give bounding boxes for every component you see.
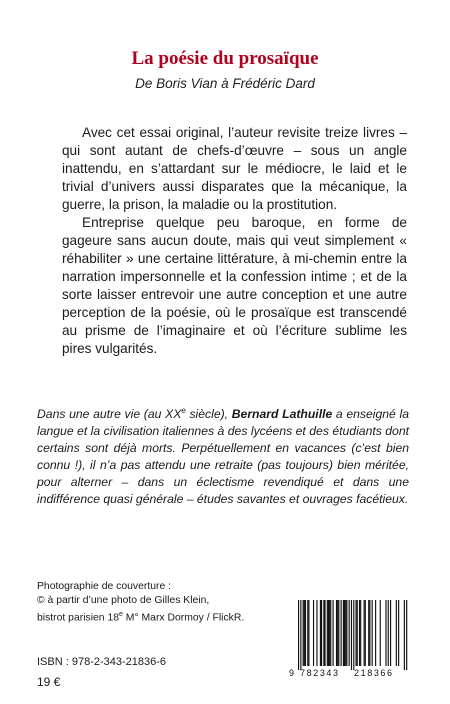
barcode-bar <box>323 600 324 666</box>
barcode-bar <box>308 600 309 666</box>
barcode-bar <box>351 600 352 670</box>
barcode-bar <box>329 600 330 666</box>
barcode-bar <box>333 600 334 666</box>
barcode-bar <box>396 600 397 666</box>
barcode-bar <box>380 600 381 666</box>
barcode-bar <box>321 600 322 666</box>
barcode-bar <box>316 600 317 666</box>
book-title: La poésie du prosaïque <box>131 48 319 69</box>
barcode-bar <box>320 600 321 666</box>
barcode-digit-first: 9 <box>289 668 295 678</box>
barcode-bar <box>375 600 376 666</box>
bio-intro: Dans une autre vie (au XX <box>37 407 182 422</box>
barcode-bar <box>385 600 386 666</box>
bio-rest: a enseigné la langue et la civilisation italiennes à des lycéens et des étudiants dont certains sont déjà morts. Perpétuellement en vacances (c’est bien connu !), il n’a pas attendu une retraite (pas toujours) bien méritée, pour alterner – dans un éclectisme revendiqué et dans une indifférence quasi générale – études savantes et ouvrages facétieux. <box>37 407 409 507</box>
barcode-bar <box>305 600 306 666</box>
barcode-bar <box>336 600 337 666</box>
barcode-bar <box>388 600 389 666</box>
barcode-digits-left: 782343 <box>300 668 340 678</box>
barcode-bar <box>369 600 370 666</box>
barcode-bar <box>298 600 299 670</box>
credits-line-part: bistrot parisien 18 <box>37 612 120 624</box>
barcode-bar <box>360 600 361 666</box>
barcode-bar <box>353 600 354 670</box>
barcode-bar <box>343 600 344 666</box>
barcode-bar <box>390 600 391 666</box>
barcode-bar <box>328 600 329 666</box>
isbn-barcode <box>287 598 415 678</box>
isbn-text: ISBN : 978-2-343-21836-6 <box>37 656 167 668</box>
barcode-bar <box>304 600 305 666</box>
summary-paragraph: Entreprise quelque peu baroque, en forme de gageure sans aucun doute, mais qui veut simplement « réhabiliter » une certaine littérature, à mi-chemin entre la narration impersonnelle et la confession intime ; et de la sorte laisser entrevoir une autre conception et une autre perception de la poésie, où le prosaïque est transcendé au prisme de l’imaginaire et où l’écriture sublime les pires vulgarités. <box>62 215 407 356</box>
barcode-digits-right: 218366 <box>354 668 394 678</box>
barcode-bar <box>346 600 347 666</box>
barcode-bar <box>349 600 350 666</box>
credits-sup: e <box>119 611 123 618</box>
barcode-bar <box>330 600 331 666</box>
barcode-bar <box>365 600 366 666</box>
credits-line <box>37 608 244 625</box>
barcode-bar <box>368 600 369 666</box>
price-text: 19 € <box>37 675 61 689</box>
summary-paragraph: Avec cet essai original, l’auteur revisite treize livres – qui sont autant de chefs-d’œuvre – sous un angle inattendu, en s’attardant sur le médiocre, le laid et le trivial d’univers aussi disparates que la mécanique, la guerre, la prison, la maladie ou la prostitution. <box>62 125 407 212</box>
barcode-bar <box>356 600 357 666</box>
barcode-bar <box>337 600 338 666</box>
barcode-bar <box>313 600 314 666</box>
barcode-bar <box>359 600 360 666</box>
barcode-bar <box>324 600 325 666</box>
barcode-bar <box>357 600 358 666</box>
credits-line-part: M° Marx Dormoy / FlickR. <box>122 612 245 624</box>
author-bio <box>37 402 409 508</box>
credits-line: © à partir d’une photo de Gilles Klein, <box>37 595 210 606</box>
barcode-bar <box>372 600 373 666</box>
barcode-bar <box>300 600 301 670</box>
barcode-bar <box>364 600 365 666</box>
barcode-bar <box>406 600 407 670</box>
barcode-bar <box>307 600 308 666</box>
credits-line: Photographie de couverture : <box>37 581 172 592</box>
book-subtitle: De Boris Vian à Frédéric Dard <box>135 76 315 91</box>
bio-after-century: siècle), <box>185 407 232 422</box>
barcode-bar <box>345 600 346 666</box>
author-name: Bernard Lathuille <box>231 407 333 422</box>
bio-century-sup: e <box>181 406 186 415</box>
barcode-bar <box>398 600 399 666</box>
barcode-bar <box>404 600 405 670</box>
barcode-bars <box>298 600 407 670</box>
barcode-bar <box>341 600 342 666</box>
photo-credits <box>37 580 244 625</box>
barcode-bar <box>344 600 345 666</box>
barcode-bar <box>303 600 304 666</box>
barcode-bar <box>327 600 328 666</box>
summary-text <box>62 124 407 358</box>
barcode-bar <box>338 600 339 666</box>
